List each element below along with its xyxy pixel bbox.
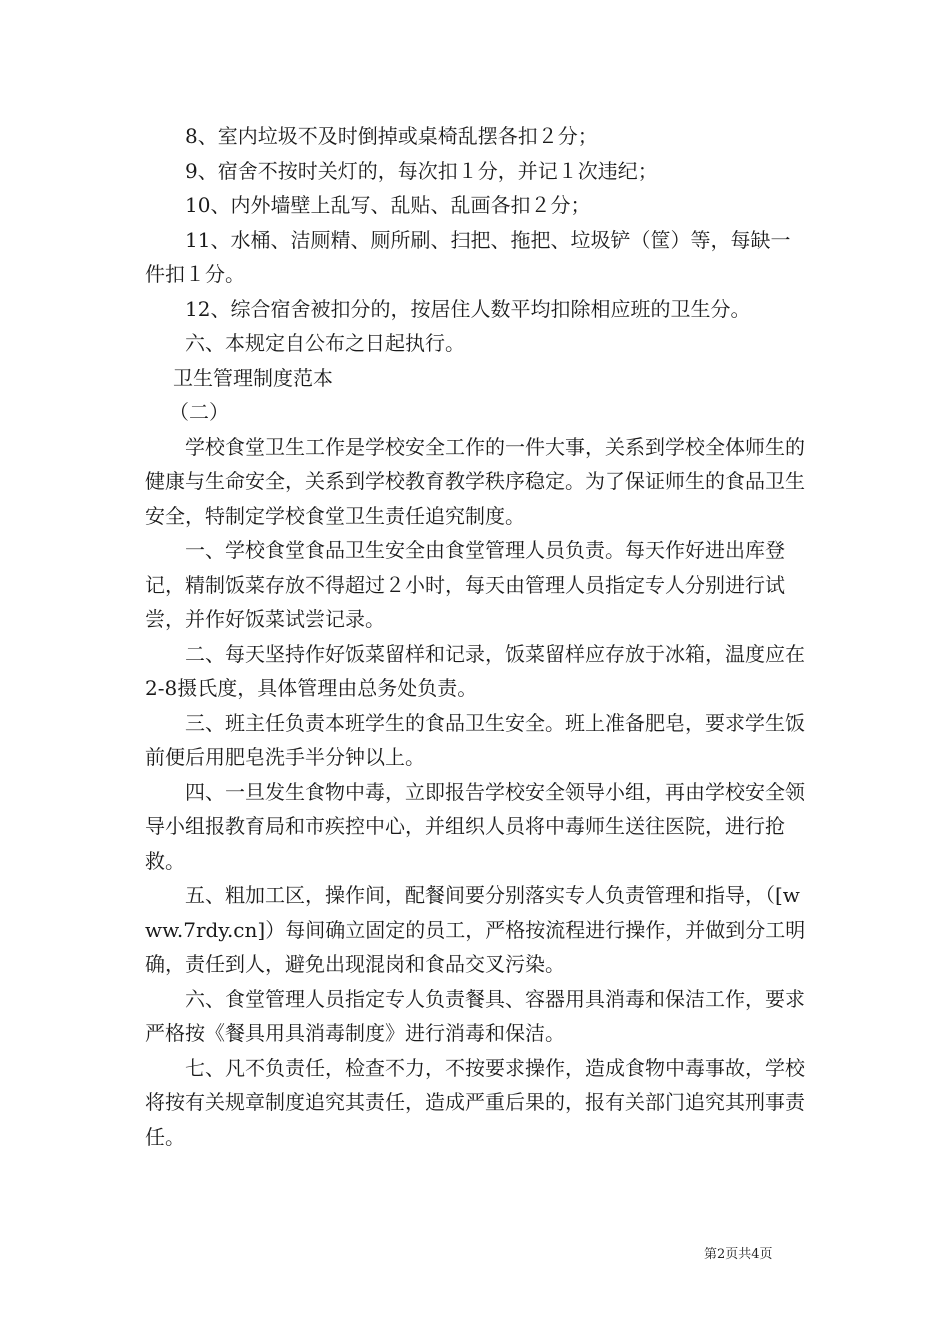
document-body xyxy=(145,119,810,1154)
paragraph-rule-9: 9、宿舍不按时关灯的，每次扣１分，并记１次违纪； xyxy=(185,158,658,183)
paragraph-intro: 学校食堂卫生工作是学校安全工作的一件大事，关系到学校全体师生的健康与生命安全，关系到学校教育教学秩序稳定。为了保证师生的食品卫生安全，特制定学校食堂卫生责任追究制度。 xyxy=(145,434,805,528)
section-title: 卫生管理制度范本 xyxy=(173,365,333,390)
section-subtitle: （二） xyxy=(169,400,229,424)
paragraph-clause-7: 七、凡不负责任，检查不力，不按要求操作，造成食物中毒事故，学校将按有关规章制度追究其责任，造成严重后果的，报有关部门追究其刑事责任。 xyxy=(145,1055,805,1149)
paragraph-clause-5: 五、粗加工区，操作间，配餐间要分别落实专人负责管理和指导，（[www.7rdy.cn]）每间确立固定的员工，严格按流程进行操作，并做到分工明确，责任到人，避免出现混岗和食品交叉污染。 xyxy=(145,883,806,976)
paragraph-clause-4: 四、一旦发生食物中毒，立即报告学校安全领导小组，再由学校安全领导小组报教育局和市疾控中心，并组织人员将中毒师生送往医院，进行抢救。 xyxy=(145,779,805,873)
paragraph-rule-11: 11、水桶、洁厕精、厕所刷、扫把、拖把、垃圾铲（筐）等，每缺一件扣１分。 xyxy=(145,227,791,286)
paragraph-clause-1: 一、学校食堂食品卫生安全由食堂管理人员负责。每天作好进出库登记，精制饭菜存放不得超过２小时，每天由管理人员指定专人分别进行试尝，并作好饭菜试尝记录。 xyxy=(145,538,785,631)
paragraph-rule-12: 12、综合宿舍被扣分的，按居住人数平均扣除相应班的卫生分。 xyxy=(185,296,751,321)
page-number-label: 第2页共4页 xyxy=(704,1247,773,1262)
paragraph-rule-10: 10、内外墙壁上乱写、乱贴、乱画各扣２分； xyxy=(185,193,591,217)
paragraph-rule-8: 8、室内垃圾不及时倒掉或桌椅乱摆各扣２分； xyxy=(185,124,598,148)
paragraph-effective-date: 六、本规定自公布之日起执行。 xyxy=(185,331,465,355)
page-number-footer xyxy=(704,1247,773,1263)
paragraph-clause-6: 六、食堂管理人员指定专人负责餐具、容器用具消毒和保洁工作，要求严格按《餐具用具消毒制度》进行消毒和保洁。 xyxy=(145,986,805,1045)
paragraph-clause-3: 三、班主任负责本班学生的食品卫生安全。班上准备肥皂，要求学生饭前便后用肥皂洗手半分钟以上。 xyxy=(145,710,805,769)
paragraph-clause-2: 二、每天坚持作好饭菜留样和记录，饭菜留样应存放于冰箱，温度应在2-8摄氏度，具体管理由总务处负责。 xyxy=(145,641,805,700)
